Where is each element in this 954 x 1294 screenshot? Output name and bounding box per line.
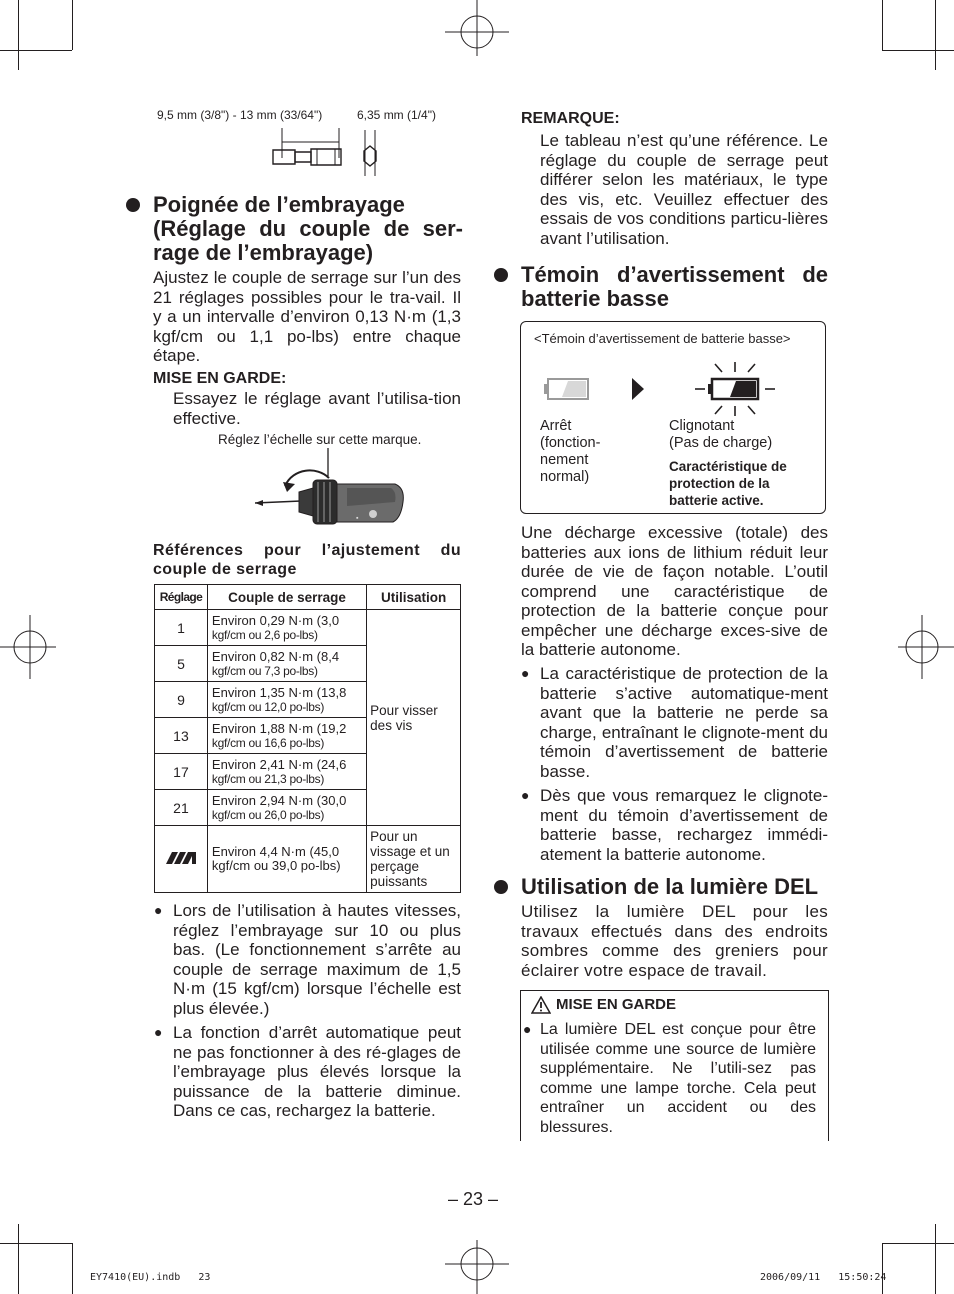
battery-notes-list [521, 664, 828, 869]
drill-mode-icon [155, 826, 208, 893]
list-item: ● La caractéristique de protection de la batterie s’active automatique-ment avant que la batterie ne perde sa charge, entraînant le clignote-ment du témoin d’avertissement de batterie basse. [521, 664, 828, 781]
battery-off-label: Arrêt (fonction-nement normal) [540, 418, 601, 485]
warning-triangle-icon [531, 996, 551, 1014]
svg-text:▪: ▪ [356, 515, 359, 522]
section-bullet-icon [494, 268, 508, 282]
section-bullet-icon [126, 198, 140, 212]
figure-caption: Réglez l’échelle sur cette marque. [218, 432, 422, 447]
footer-file-info: EY7410(EU).indb 23 [90, 1272, 211, 1283]
clutch-title-line: (Réglage du couple de ser- [153, 216, 463, 241]
drill-clutch-illustration [255, 448, 405, 530]
registration-mark-left [0, 615, 56, 679]
list-item: ● La lumière DEL est conçue pour être utilisée comme une source de lumière supplémentaire. Ne l’utili-sez pas comme une lampe torche. Cela peut entraîner un accident ou des blessures. [523, 1021, 816, 1136]
setting-value: 5 [155, 646, 208, 682]
led-caution-list [523, 1020, 816, 1142]
clutch-caution-text: Essayez le réglage avant l’utilisa-tion effective. [173, 389, 461, 428]
list-item: ● Lors de l’utilisation à hautes vitesses, réglez l’embrayage sur 10 ou plus bas. (Le fonctionnement s’arrête au couple de serrage maximum de 1,5 N·m (15 kgf/cm) lorsque l’échelle est plus élevée.) [154, 901, 461, 1018]
clutch-title-line: rage de l’embrayage) [153, 240, 374, 265]
torque-value: Environ 1,88 N·m (19,2 kgf/cm ou 16,6 po-lbs) [207, 718, 366, 754]
torque-value: Environ 0,82 N·m (8,4 kgf/cm ou 7,3 po-lbs) [207, 646, 366, 682]
list-item: ● Dès que vous remarquez le clignote-ment du témoin d’avertissement de batterie basse, rechargez immédi-atement la batterie autonome. [521, 786, 828, 864]
clutch-title-line: Poignée de l’embrayage [153, 192, 405, 217]
led-description: Utilisez la lumière DEL pour les travaux effectués dans des endroits sombres comme des greniers pour éclairer votre espace de travail. [521, 902, 828, 980]
torque-value: Environ 2,41 N·m (24,6 kgf/cm ou 21,3 po-lbs) [207, 754, 366, 790]
battery-indicator-diagram [540, 360, 800, 420]
setting-value: 9 [155, 682, 208, 718]
battery-protection-note: Caractéristique de protection de la batterie active. [669, 459, 787, 508]
battery-warning-description: Une décharge excessive (totale) des batteries aux ions de lithium réduit leur durée de vie de façon notable. L’outil comprend une caractéristique de protection de la batterie conçue pour empêcher une décharge exces-sive de la batterie autonome. [521, 523, 828, 659]
led-section-title: Utilisation de la lumière DEL [521, 874, 819, 899]
footer-timestamp: 2006/09/11 15:50:24 [760, 1272, 887, 1283]
torque-value: Environ 4,4 N·m (45,0 kgf/cm ou 39,0 po-lbs) [207, 826, 366, 893]
led-caution-title: MISE EN GARDE [556, 996, 677, 1013]
table-row [155, 610, 461, 646]
registration-mark-top [445, 0, 509, 56]
clutch-section-title [153, 193, 463, 265]
remark-text: Le tableau n’est qu’une référence. Le réglage du couple de serrage peut différer selon les matériaux, le type des vis, etc. Veuillez effectuer des essais de vos conditions particu-lières avant l’utilisation. [540, 131, 828, 248]
torque-value: Environ 1,35 N·m (13,8 kgf/cm ou 12,0 po-lbs) [207, 682, 366, 718]
column-header-use: Utilisation [367, 585, 461, 610]
clutch-caution-label: MISE EN GARDE: [153, 370, 287, 387]
battery-blink-label: Clignotant (Pas de charge) [669, 418, 773, 451]
bit-size-small-label: 6,35 mm (1/4") [357, 108, 436, 122]
table-row [155, 826, 461, 893]
torque-table [154, 584, 461, 893]
setting-value: 21 [155, 790, 208, 826]
page-number: – 23 – [448, 1189, 499, 1209]
section-bullet-icon [494, 880, 508, 894]
clutch-notes-list [154, 901, 461, 1126]
column-header-torque: Couple de serrage [207, 585, 366, 610]
use-screws: Pour visser des vis [367, 610, 461, 826]
torque-value: Environ 2,94 N·m (30,0 kgf/cm ou 26,0 po-lbs) [207, 790, 366, 826]
list-item: ● La fonction d’arrêt automatique peut ne pas fonctionner à des ré-glages de l’embrayage plus élevés lorsque la puissance de la batterie diminue. Dans ce cas, rechargez la batterie. [154, 1023, 461, 1120]
bit-size-diagram [265, 128, 385, 176]
battery-box-caption: <Témoin d’avertissement de batterie basse> [534, 331, 791, 346]
column-header-setting: Réglage [155, 585, 208, 610]
torque-value: Environ 0,29 N·m (3,0 kgf/cm ou 2,6 po-lbs) [207, 610, 366, 646]
torque-table-title: Références pour l’ajustement du couple de serrage [153, 542, 461, 578]
table-header-row [155, 585, 461, 610]
bit-size-large-label: 9,5 mm (3/8") - 13 mm (33/64") [157, 108, 323, 122]
battery-warning-title: Témoin d’avertissement de batterie basse [521, 262, 828, 311]
setting-value: 13 [155, 718, 208, 754]
registration-mark-right [898, 615, 954, 679]
setting-value: 1 [155, 610, 208, 646]
registration-mark-bottom [445, 1240, 509, 1294]
use-drilling: Pour un vissage et un perçage puissants [367, 826, 461, 893]
clutch-description: Ajustez le couple de serrage sur l’un des 21 réglages possibles pour le tra-vail. Il y a un intervalle d’environ 0,13 N·m (1,3 kgf/cm ou 1,1 po-lbs) entre chaque étape. [153, 268, 461, 365]
remark-label: REMARQUE: [521, 110, 620, 127]
setting-value: 17 [155, 754, 208, 790]
